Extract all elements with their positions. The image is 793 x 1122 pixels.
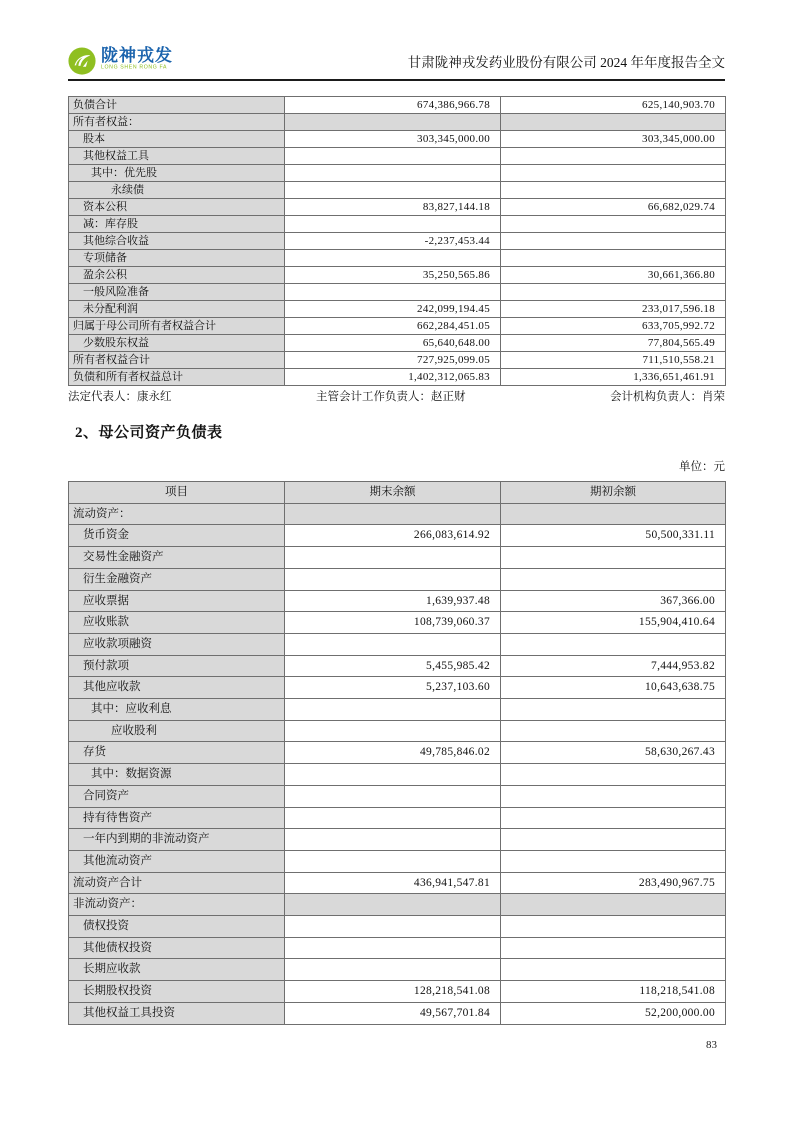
ending-balance-cell [285, 114, 501, 131]
ending-balance-cell [285, 785, 501, 807]
table-row [69, 916, 726, 938]
ending-balance-cell [285, 165, 501, 182]
ending-balance-cell: 5,237,103.60 [285, 677, 501, 699]
document-title: 甘肃陇神戎发药业股份有限公司 2024 年年度报告全文 [407, 54, 725, 70]
table-row [69, 148, 726, 165]
ending-balance-cell [285, 503, 501, 525]
table-row [69, 829, 726, 851]
table-row [69, 677, 726, 699]
ending-balance-cell: 1,639,937.48 [285, 590, 501, 612]
row-label: 应收股利 [69, 720, 285, 742]
ending-balance-cell: -2,237,453.44 [285, 233, 501, 250]
row-label: 负债合计 [69, 97, 285, 114]
row-label: 所有者权益： [69, 114, 285, 131]
column-header-beginning-balance: 期初余额 [501, 482, 726, 504]
row-label: 专项储备 [69, 250, 285, 267]
row-label: 所有者权益合计 [69, 352, 285, 369]
beginning-balance-cell: 711,510,558.21 [501, 352, 726, 369]
row-label: 永续债 [69, 182, 285, 199]
beginning-balance-cell: 155,904,410.64 [501, 612, 726, 634]
table-row [69, 114, 726, 131]
ending-balance-cell: 266,083,614.92 [285, 525, 501, 547]
table-row [69, 568, 726, 590]
table-row [69, 301, 726, 318]
row-label: 股本 [69, 131, 285, 148]
beginning-balance-cell [501, 829, 726, 851]
ending-balance-cell [285, 216, 501, 233]
row-label: 合同资产 [69, 785, 285, 807]
table-body [69, 503, 726, 1024]
row-label: 一年内到期的非流动资产 [69, 829, 285, 851]
table-row [69, 590, 726, 612]
table-row [69, 655, 726, 677]
ending-balance-cell: 108,739,060.37 [285, 612, 501, 634]
column-header-item: 项目 [69, 482, 285, 504]
beginning-balance-cell: 233,017,596.18 [501, 301, 726, 318]
table-row [69, 165, 726, 182]
ending-balance-cell [285, 764, 501, 786]
ending-balance-cell: 727,925,099.05 [285, 352, 501, 369]
brand-name-en: LONG SHEN RONG FA [101, 63, 168, 70]
ending-balance-cell [285, 547, 501, 569]
ending-balance-cell [285, 699, 501, 721]
table-row [69, 937, 726, 959]
row-label: 其中：优先股 [69, 165, 285, 182]
table-row [69, 267, 726, 284]
table-row [69, 699, 726, 721]
page-number: 83 [706, 1039, 717, 1051]
beginning-balance-cell: 625,140,903.70 [501, 97, 726, 114]
row-label: 应收款项融资 [69, 633, 285, 655]
unit-label: 单位：元 [679, 461, 725, 473]
row-label: 应收票据 [69, 590, 285, 612]
row-label: 交易性金融资产 [69, 547, 285, 569]
logo-icon [68, 47, 96, 75]
column-header-ending-balance: 期末余额 [285, 482, 501, 504]
row-label: 其他综合收益 [69, 233, 285, 250]
beginning-balance-cell [501, 114, 726, 131]
signatories-line [68, 389, 725, 405]
ending-balance-cell [285, 850, 501, 872]
table-row [69, 720, 726, 742]
row-label: 衍生金融资产 [69, 568, 285, 590]
ending-balance-cell [285, 720, 501, 742]
beginning-balance-cell: 10,643,638.75 [501, 677, 726, 699]
beginning-balance-cell [501, 633, 726, 655]
row-label: 其他权益工具 [69, 148, 285, 165]
brand-text [101, 47, 228, 75]
ending-balance-cell [285, 937, 501, 959]
ending-balance-cell: 242,099,194.45 [285, 301, 501, 318]
row-label: 其中：数据资源 [69, 764, 285, 786]
ending-balance-cell: 65,640,648.00 [285, 335, 501, 352]
row-label: 归属于母公司所有者权益合计 [69, 318, 285, 335]
page-header [68, 43, 725, 78]
beginning-balance-cell [501, 503, 726, 525]
row-label: 未分配利润 [69, 301, 285, 318]
table-row [69, 872, 726, 894]
beginning-balance-cell [501, 165, 726, 182]
beginning-balance-cell [501, 937, 726, 959]
table-row [69, 318, 726, 335]
table-body [69, 97, 726, 386]
row-label: 其他流动资产 [69, 850, 285, 872]
ending-balance-cell [285, 633, 501, 655]
ending-balance-cell [285, 148, 501, 165]
table-row [69, 742, 726, 764]
ending-balance-cell: 49,567,701.84 [285, 1002, 501, 1024]
ending-balance-cell: 436,941,547.81 [285, 872, 501, 894]
row-label: 存货 [69, 742, 285, 764]
beginning-balance-cell [501, 568, 726, 590]
row-label: 一般风险准备 [69, 284, 285, 301]
beginning-balance-cell [501, 216, 726, 233]
ending-balance-cell [285, 568, 501, 590]
table-row [69, 807, 726, 829]
beginning-balance-cell [501, 850, 726, 872]
beginning-balance-cell: 367,366.00 [501, 590, 726, 612]
section-title: 2、母公司资产负债表 [75, 425, 223, 441]
table-row [69, 216, 726, 233]
table-row [69, 525, 726, 547]
table-row [69, 182, 726, 199]
ending-balance-cell [285, 894, 501, 916]
table-row [69, 981, 726, 1003]
accounting-department-head: 会计机构负责人：肖荣 [610, 391, 725, 403]
table-row [69, 369, 726, 386]
chief-accountant: 主管会计工作负责人：赵正财 [316, 391, 466, 403]
header-divider [68, 79, 725, 81]
row-label: 其他应收款 [69, 677, 285, 699]
ending-balance-cell [285, 284, 501, 301]
beginning-balance-cell [501, 785, 726, 807]
row-label: 减：库存股 [69, 216, 285, 233]
ending-balance-cell: 303,345,000.00 [285, 131, 501, 148]
row-label: 应收账款 [69, 612, 285, 634]
ending-balance-cell [285, 250, 501, 267]
ending-balance-cell: 674,386,966.78 [285, 97, 501, 114]
row-label: 其他债权投资 [69, 937, 285, 959]
ending-balance-cell [285, 807, 501, 829]
table-row [69, 1002, 726, 1024]
table-row [69, 335, 726, 352]
row-label: 其他权益工具投资 [69, 1002, 285, 1024]
table-row [69, 612, 726, 634]
ending-balance-cell: 49,785,846.02 [285, 742, 501, 764]
row-label: 少数股东权益 [69, 335, 285, 352]
beginning-balance-cell: 52,200,000.00 [501, 1002, 726, 1024]
row-label: 债权投资 [69, 916, 285, 938]
beginning-balance-cell: 77,804,565.49 [501, 335, 726, 352]
table-header-row [69, 482, 726, 504]
ending-balance-cell: 35,250,565.86 [285, 267, 501, 284]
beginning-balance-cell [501, 764, 726, 786]
row-label: 预付款项 [69, 655, 285, 677]
table-row [69, 633, 726, 655]
balance-sheet-continued-table [68, 96, 726, 386]
table-row [69, 785, 726, 807]
beginning-balance-cell: 1,336,651,461.91 [501, 369, 726, 386]
row-label: 长期应收款 [69, 959, 285, 981]
table-row [69, 250, 726, 267]
table-row [69, 764, 726, 786]
parent-company-balance-sheet-table [68, 481, 726, 1025]
beginning-balance-cell: 283,490,967.75 [501, 872, 726, 894]
beginning-balance-cell [501, 182, 726, 199]
table-row [69, 199, 726, 216]
beginning-balance-cell [501, 148, 726, 165]
beginning-balance-cell: 7,444,953.82 [501, 655, 726, 677]
ending-balance-cell [285, 829, 501, 851]
brand-name-cn: 陇神戎发 [101, 45, 173, 65]
beginning-balance-cell [501, 233, 726, 250]
beginning-balance-cell [501, 807, 726, 829]
company-logo [68, 47, 228, 75]
row-label: 其中：应收利息 [69, 699, 285, 721]
ending-balance-cell [285, 182, 501, 199]
legal-representative: 法定代表人：康永红 [68, 391, 172, 403]
ending-balance-cell: 83,827,144.18 [285, 199, 501, 216]
beginning-balance-cell [501, 959, 726, 981]
table-row [69, 352, 726, 369]
row-label: 盈余公积 [69, 267, 285, 284]
beginning-balance-cell: 66,682,029.74 [501, 199, 726, 216]
table-row [69, 547, 726, 569]
row-label: 流动资产合计 [69, 872, 285, 894]
table-row [69, 131, 726, 148]
beginning-balance-cell [501, 284, 726, 301]
beginning-balance-cell: 30,661,366.80 [501, 267, 726, 284]
row-label: 非流动资产： [69, 894, 285, 916]
row-label: 流动资产： [69, 503, 285, 525]
beginning-balance-cell [501, 547, 726, 569]
beginning-balance-cell [501, 916, 726, 938]
table-row [69, 97, 726, 114]
table-row [69, 959, 726, 981]
table-row [69, 284, 726, 301]
ending-balance-cell: 5,455,985.42 [285, 655, 501, 677]
row-label: 持有待售资产 [69, 807, 285, 829]
table-row [69, 850, 726, 872]
beginning-balance-cell [501, 699, 726, 721]
table-row [69, 503, 726, 525]
ending-balance-cell [285, 959, 501, 981]
beginning-balance-cell: 50,500,331.11 [501, 525, 726, 547]
ending-balance-cell [285, 916, 501, 938]
ending-balance-cell: 662,284,451.05 [285, 318, 501, 335]
row-label: 负债和所有者权益总计 [69, 369, 285, 386]
beginning-balance-cell [501, 894, 726, 916]
row-label: 资本公积 [69, 199, 285, 216]
table-row [69, 894, 726, 916]
row-label: 货币资金 [69, 525, 285, 547]
beginning-balance-cell [501, 720, 726, 742]
beginning-balance-cell: 58,630,267.43 [501, 742, 726, 764]
beginning-balance-cell [501, 250, 726, 267]
beginning-balance-cell: 633,705,992.72 [501, 318, 726, 335]
beginning-balance-cell: 118,218,541.08 [501, 981, 726, 1003]
row-label: 长期股权投资 [69, 981, 285, 1003]
ending-balance-cell: 1,402,312,065.83 [285, 369, 501, 386]
beginning-balance-cell: 303,345,000.00 [501, 131, 726, 148]
table-row [69, 233, 726, 250]
ending-balance-cell: 128,218,541.08 [285, 981, 501, 1003]
